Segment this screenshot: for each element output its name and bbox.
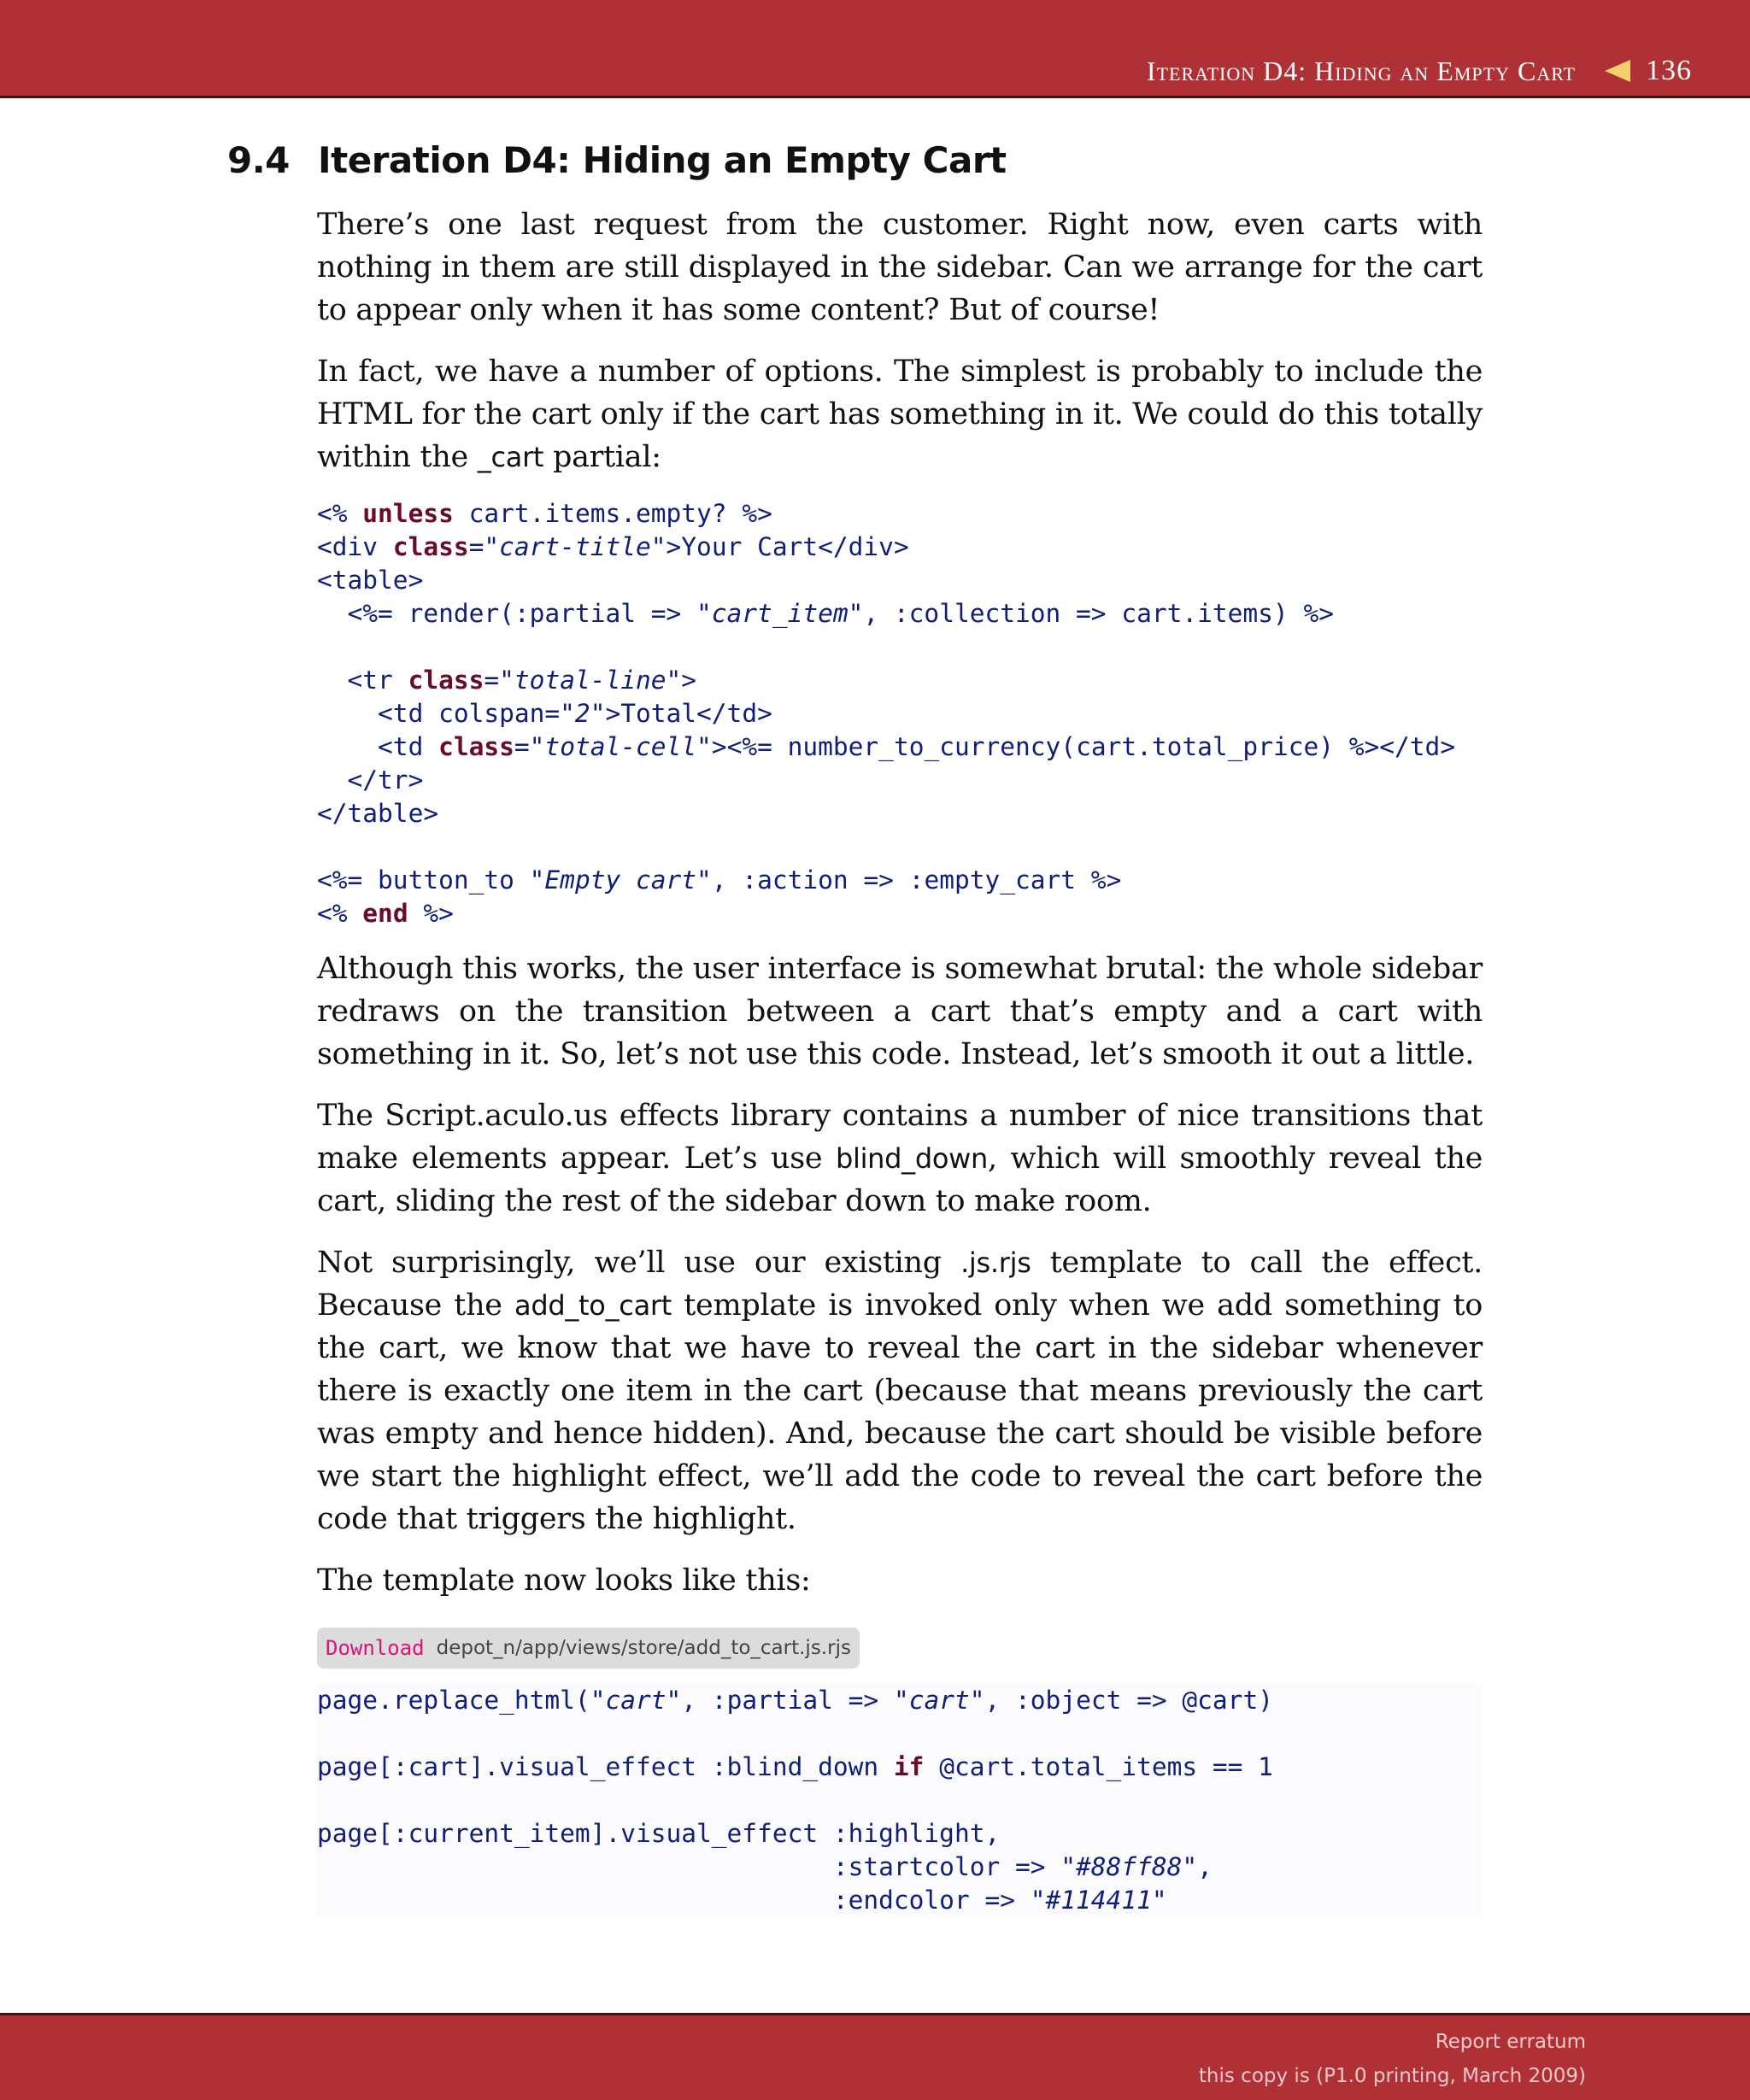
download-label[interactable]: Download xyxy=(326,1636,425,1660)
code-text: <td xyxy=(317,732,439,761)
code-text: , :partial => xyxy=(681,1686,894,1715)
page-body xyxy=(317,203,1483,1934)
running-header-title: Iteration D4: Hiding an Empty Cart xyxy=(1146,55,1576,86)
code-text: <tr xyxy=(317,666,408,695)
paragraph: The template now looks like this: xyxy=(317,1563,811,1598)
code-text: :startcolor => xyxy=(317,1852,1061,1881)
code-text: <table> xyxy=(317,566,424,595)
report-erratum-link[interactable]: Report erratum xyxy=(1435,2031,1586,2053)
paragraph xyxy=(317,350,1483,478)
footer-bar xyxy=(0,2013,1750,2100)
paragraph xyxy=(317,1241,1483,1540)
paragraph-text: , which will smoothly reveal the cart, sliding the rest of the sidebar down to make room. xyxy=(317,1141,1483,1218)
code-text: , :action => :empty_cart %> xyxy=(711,865,1122,895)
code-text: , xyxy=(1197,1852,1213,1881)
code-string: "total-line" xyxy=(499,666,682,695)
code-keyword: class xyxy=(438,732,514,761)
code-keyword: end xyxy=(362,899,408,928)
paragraph xyxy=(317,1094,1483,1223)
code-text: <td colspan= xyxy=(317,699,561,728)
paragraph-text: The Script.aculo.us effects library contains a number of nice transitions that make elements appear. Let’s use xyxy=(317,1099,1483,1176)
code-text: %> xyxy=(408,899,454,928)
download-link[interactable] xyxy=(317,1628,860,1669)
header-bar xyxy=(0,0,1750,98)
code-keyword: class xyxy=(392,532,469,561)
download-path[interactable]: depot_n/app/views/store/add_to_cart.js.rjs xyxy=(436,1637,851,1659)
code-text: <% xyxy=(317,899,363,928)
page-number: 136 xyxy=(1646,55,1692,86)
paragraph-text: template to call the effect. Because the xyxy=(317,1246,1483,1323)
code-text: <%= button_to xyxy=(317,865,530,895)
code-text: = xyxy=(514,732,530,761)
paragraph-text: Not surprisingly, we’ll use our existing xyxy=(317,1246,961,1280)
running-header xyxy=(1147,55,1692,87)
paragraph: There’s one last request from the customer. Right now, even carts with nothing in them are still displayed in the sidebar. Can we arrange for the cart to appear only when it has some content? But of course! xyxy=(317,208,1483,327)
code-text: :endcolor => xyxy=(317,1886,1031,1915)
code-text: >Your Cart</div> xyxy=(666,532,909,561)
inline-term: add_to_cart xyxy=(514,1289,672,1322)
code-keyword: if xyxy=(893,1752,925,1781)
code-string: "cart-title" xyxy=(484,532,667,561)
paragraph-text: template is invoked only when we add something to the cart, we know that we have to reveal the cart in the sidebar whenever there is exactly one item in the cart (because that means previously the cart was empty and hence hidden). And, because the cart should be visible before we start the highlight effect, we’ll add the code to reveal the cart before the code that triggers the highlight. xyxy=(317,1288,1483,1536)
code-string: "total-cell" xyxy=(529,732,712,761)
code-text: >Total</td> xyxy=(605,699,772,728)
code-text: cart.items.empty? %> xyxy=(453,499,772,528)
copy-info: this copy is (P1.0 printing, March 2009) xyxy=(1198,2065,1586,2087)
code-keyword: unless xyxy=(362,499,454,528)
code-text: , :object => @cart) xyxy=(984,1686,1273,1715)
code-text: page[:current_item].visual_effect :highlight, xyxy=(317,1819,1001,1848)
section-title: Iteration D4: Hiding an Empty Cart xyxy=(318,139,1007,181)
section-number: 9.4 xyxy=(227,139,290,181)
code-text: </table> xyxy=(317,799,439,828)
paragraph-text: In fact, we have a number of options. The simplest is probably to include the HTML for the cart only if the cart has something in it. We could do this totally within the xyxy=(317,355,1483,474)
code-listing-add-to-cart-rjs xyxy=(317,1684,1483,1917)
code-text: = xyxy=(468,532,484,561)
code-text: <%= render(:partial => xyxy=(317,599,697,628)
code-text: > xyxy=(681,666,697,695)
code-text: <% xyxy=(317,499,363,528)
code-text: ><%= number_to_currency(cart.total_price) %></td> xyxy=(711,732,1456,761)
inline-term: _cart xyxy=(477,441,544,473)
code-string: "#88ff88" xyxy=(1060,1852,1198,1881)
code-text: page.replace_html( xyxy=(317,1686,590,1715)
paragraph: Although this works, the user interface is somewhat brutal: the whole sidebar redraws on the transition between a cart that’s empty and a cart with something in it. So, let’s not use this code. Instead, let’s smooth it out a little. xyxy=(317,952,1483,1071)
inline-term: blind_down xyxy=(835,1142,989,1175)
code-listing-cart-partial xyxy=(317,497,1483,930)
left-triangle-icon xyxy=(1605,60,1630,82)
code-string: "cart" xyxy=(590,1686,682,1715)
section-heading xyxy=(227,139,1007,181)
inline-term: .js.rjs xyxy=(960,1247,1031,1279)
code-text: = xyxy=(484,666,500,695)
code-string: "2" xyxy=(560,699,606,728)
code-string: "Empty cart" xyxy=(529,865,712,895)
code-string: "#114411" xyxy=(1030,1886,1167,1915)
code-text: </tr> xyxy=(317,766,424,795)
code-text: page[:cart].visual_effect :blind_down xyxy=(317,1752,894,1781)
code-text: @cart.total_items == 1 xyxy=(924,1752,1273,1781)
code-text: <div xyxy=(317,532,393,561)
code-text: , :collection => cart.items) %> xyxy=(863,599,1334,628)
code-string: "cart_item" xyxy=(696,599,864,628)
code-string: "cart" xyxy=(893,1686,985,1715)
paragraph-text: partial: xyxy=(543,440,661,474)
code-keyword: class xyxy=(408,666,484,695)
